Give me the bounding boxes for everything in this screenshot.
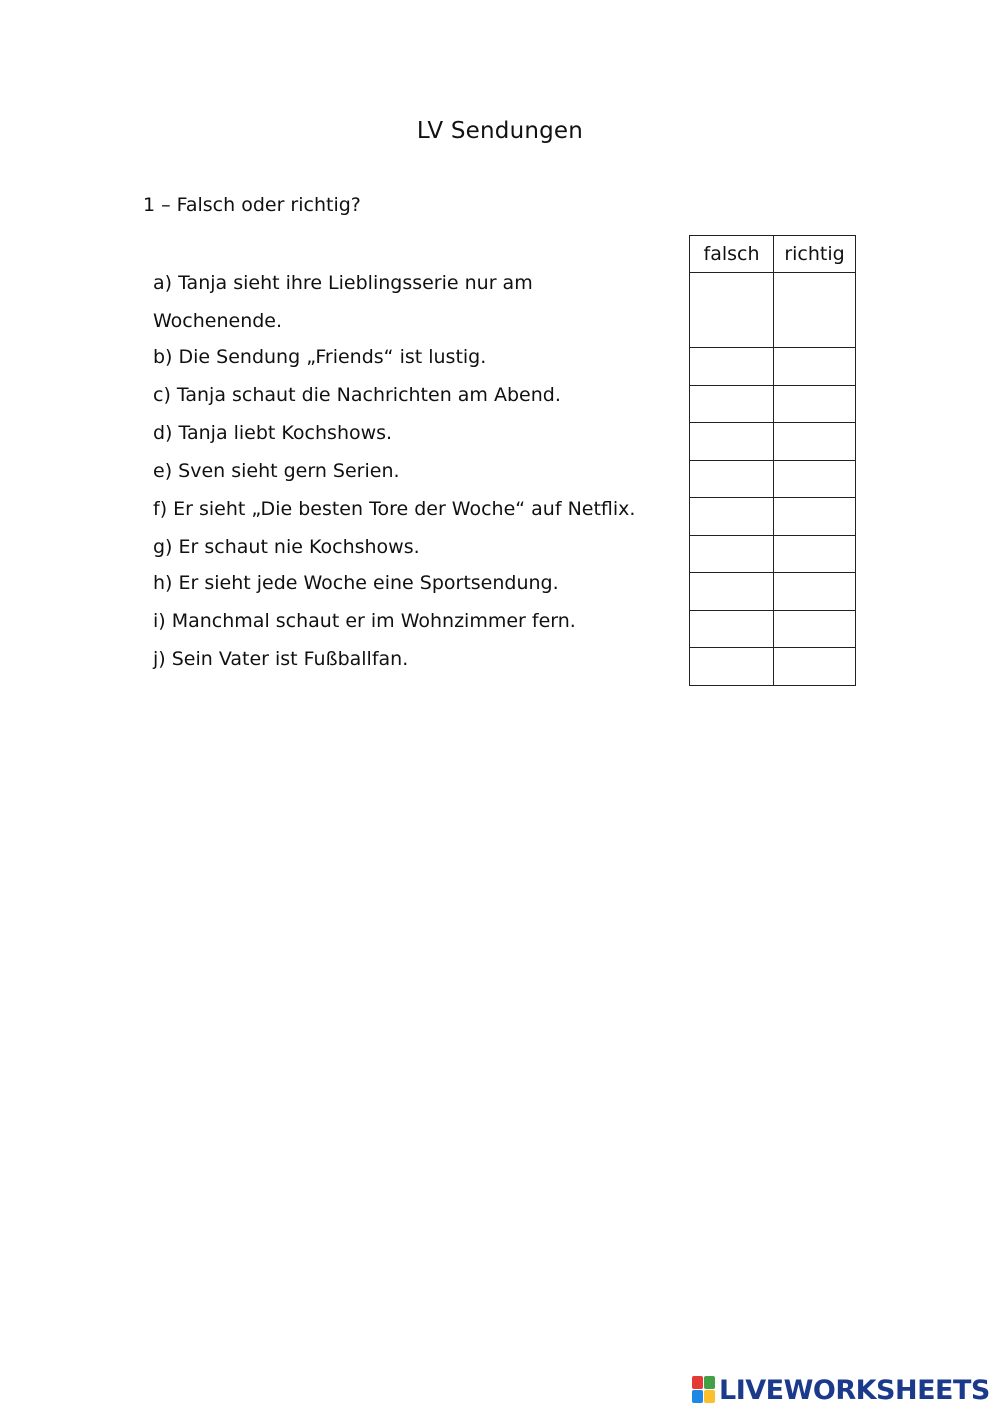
answer-row-a (690, 273, 856, 348)
answer-box-j-richtig[interactable] (774, 648, 856, 686)
answer-table (689, 235, 856, 686)
liveworksheets-logo-icon (692, 1376, 716, 1404)
answer-box-e-richtig[interactable] (774, 460, 856, 498)
statement-e: e) Sven sieht gern Serien. (153, 460, 400, 482)
logo-square-green (704, 1376, 715, 1389)
answer-box-f-richtig[interactable] (774, 498, 856, 536)
logo-square-blue (692, 1390, 703, 1403)
answer-box-i-richtig[interactable] (774, 610, 856, 648)
statement-g: g) Er schaut nie Kochshows. (153, 536, 420, 558)
answer-row-f (690, 498, 856, 536)
statement-d: d) Tanja liebt Kochshows. (153, 422, 393, 444)
statement-b: b) Die Sendung „Friends“ ist lustig. (153, 346, 487, 368)
answer-box-b-richtig[interactable] (774, 348, 856, 386)
statement-j: j) Sein Vater ist Fußballfan. (153, 648, 409, 670)
answer-box-c-richtig[interactable] (774, 385, 856, 423)
exercise-instruction: 1 – Falsch oder richtig? (143, 194, 361, 216)
answer-box-d-falsch[interactable] (690, 423, 774, 461)
answer-row-j (690, 648, 856, 686)
statement-c: c) Tanja schaut die Nachrichten am Abend. (153, 384, 561, 406)
statement-a-line1: a) Tanja sieht ihre Lieblingsserie nur am (153, 272, 533, 294)
logo-square-yellow (704, 1390, 715, 1403)
statement-i: i) Manchmal schaut er im Wohnzimmer fern. (153, 610, 576, 632)
answer-row-b (690, 348, 856, 386)
answer-box-f-falsch[interactable] (690, 498, 774, 536)
answer-table-header (690, 236, 856, 273)
liveworksheets-logo (692, 1374, 990, 1406)
answer-box-h-falsch[interactable] (690, 573, 774, 611)
header-richtig: richtig (774, 236, 856, 273)
liveworksheets-logo-text: LIVEWORKSHEETS (719, 1374, 990, 1406)
answer-box-a-richtig[interactable] (774, 273, 856, 348)
answer-box-e-falsch[interactable] (690, 460, 774, 498)
answer-box-h-richtig[interactable] (774, 573, 856, 611)
answer-box-d-richtig[interactable] (774, 423, 856, 461)
answer-row-e (690, 460, 856, 498)
header-falsch: falsch (690, 236, 774, 273)
page-title: LV Sendungen (416, 118, 584, 144)
answer-row-c (690, 385, 856, 423)
answer-box-i-falsch[interactable] (690, 610, 774, 648)
answer-box-g-falsch[interactable] (690, 535, 774, 573)
answer-row-g (690, 535, 856, 573)
answer-row-i (690, 610, 856, 648)
answer-box-b-falsch[interactable] (690, 348, 774, 386)
answer-box-a-falsch[interactable] (690, 273, 774, 348)
answer-box-g-richtig[interactable] (774, 535, 856, 573)
statement-a-line2: Wochenende. (153, 310, 283, 332)
answer-row-h (690, 573, 856, 611)
answer-box-c-falsch[interactable] (690, 385, 774, 423)
statement-f: f) Er sieht „Die besten Tore der Woche“ auf Netflix. (153, 498, 636, 520)
answer-box-j-falsch[interactable] (690, 648, 774, 686)
logo-square-red (692, 1376, 703, 1389)
answer-row-d (690, 423, 856, 461)
statement-h: h) Er sieht jede Woche eine Sportsendung. (153, 572, 559, 594)
